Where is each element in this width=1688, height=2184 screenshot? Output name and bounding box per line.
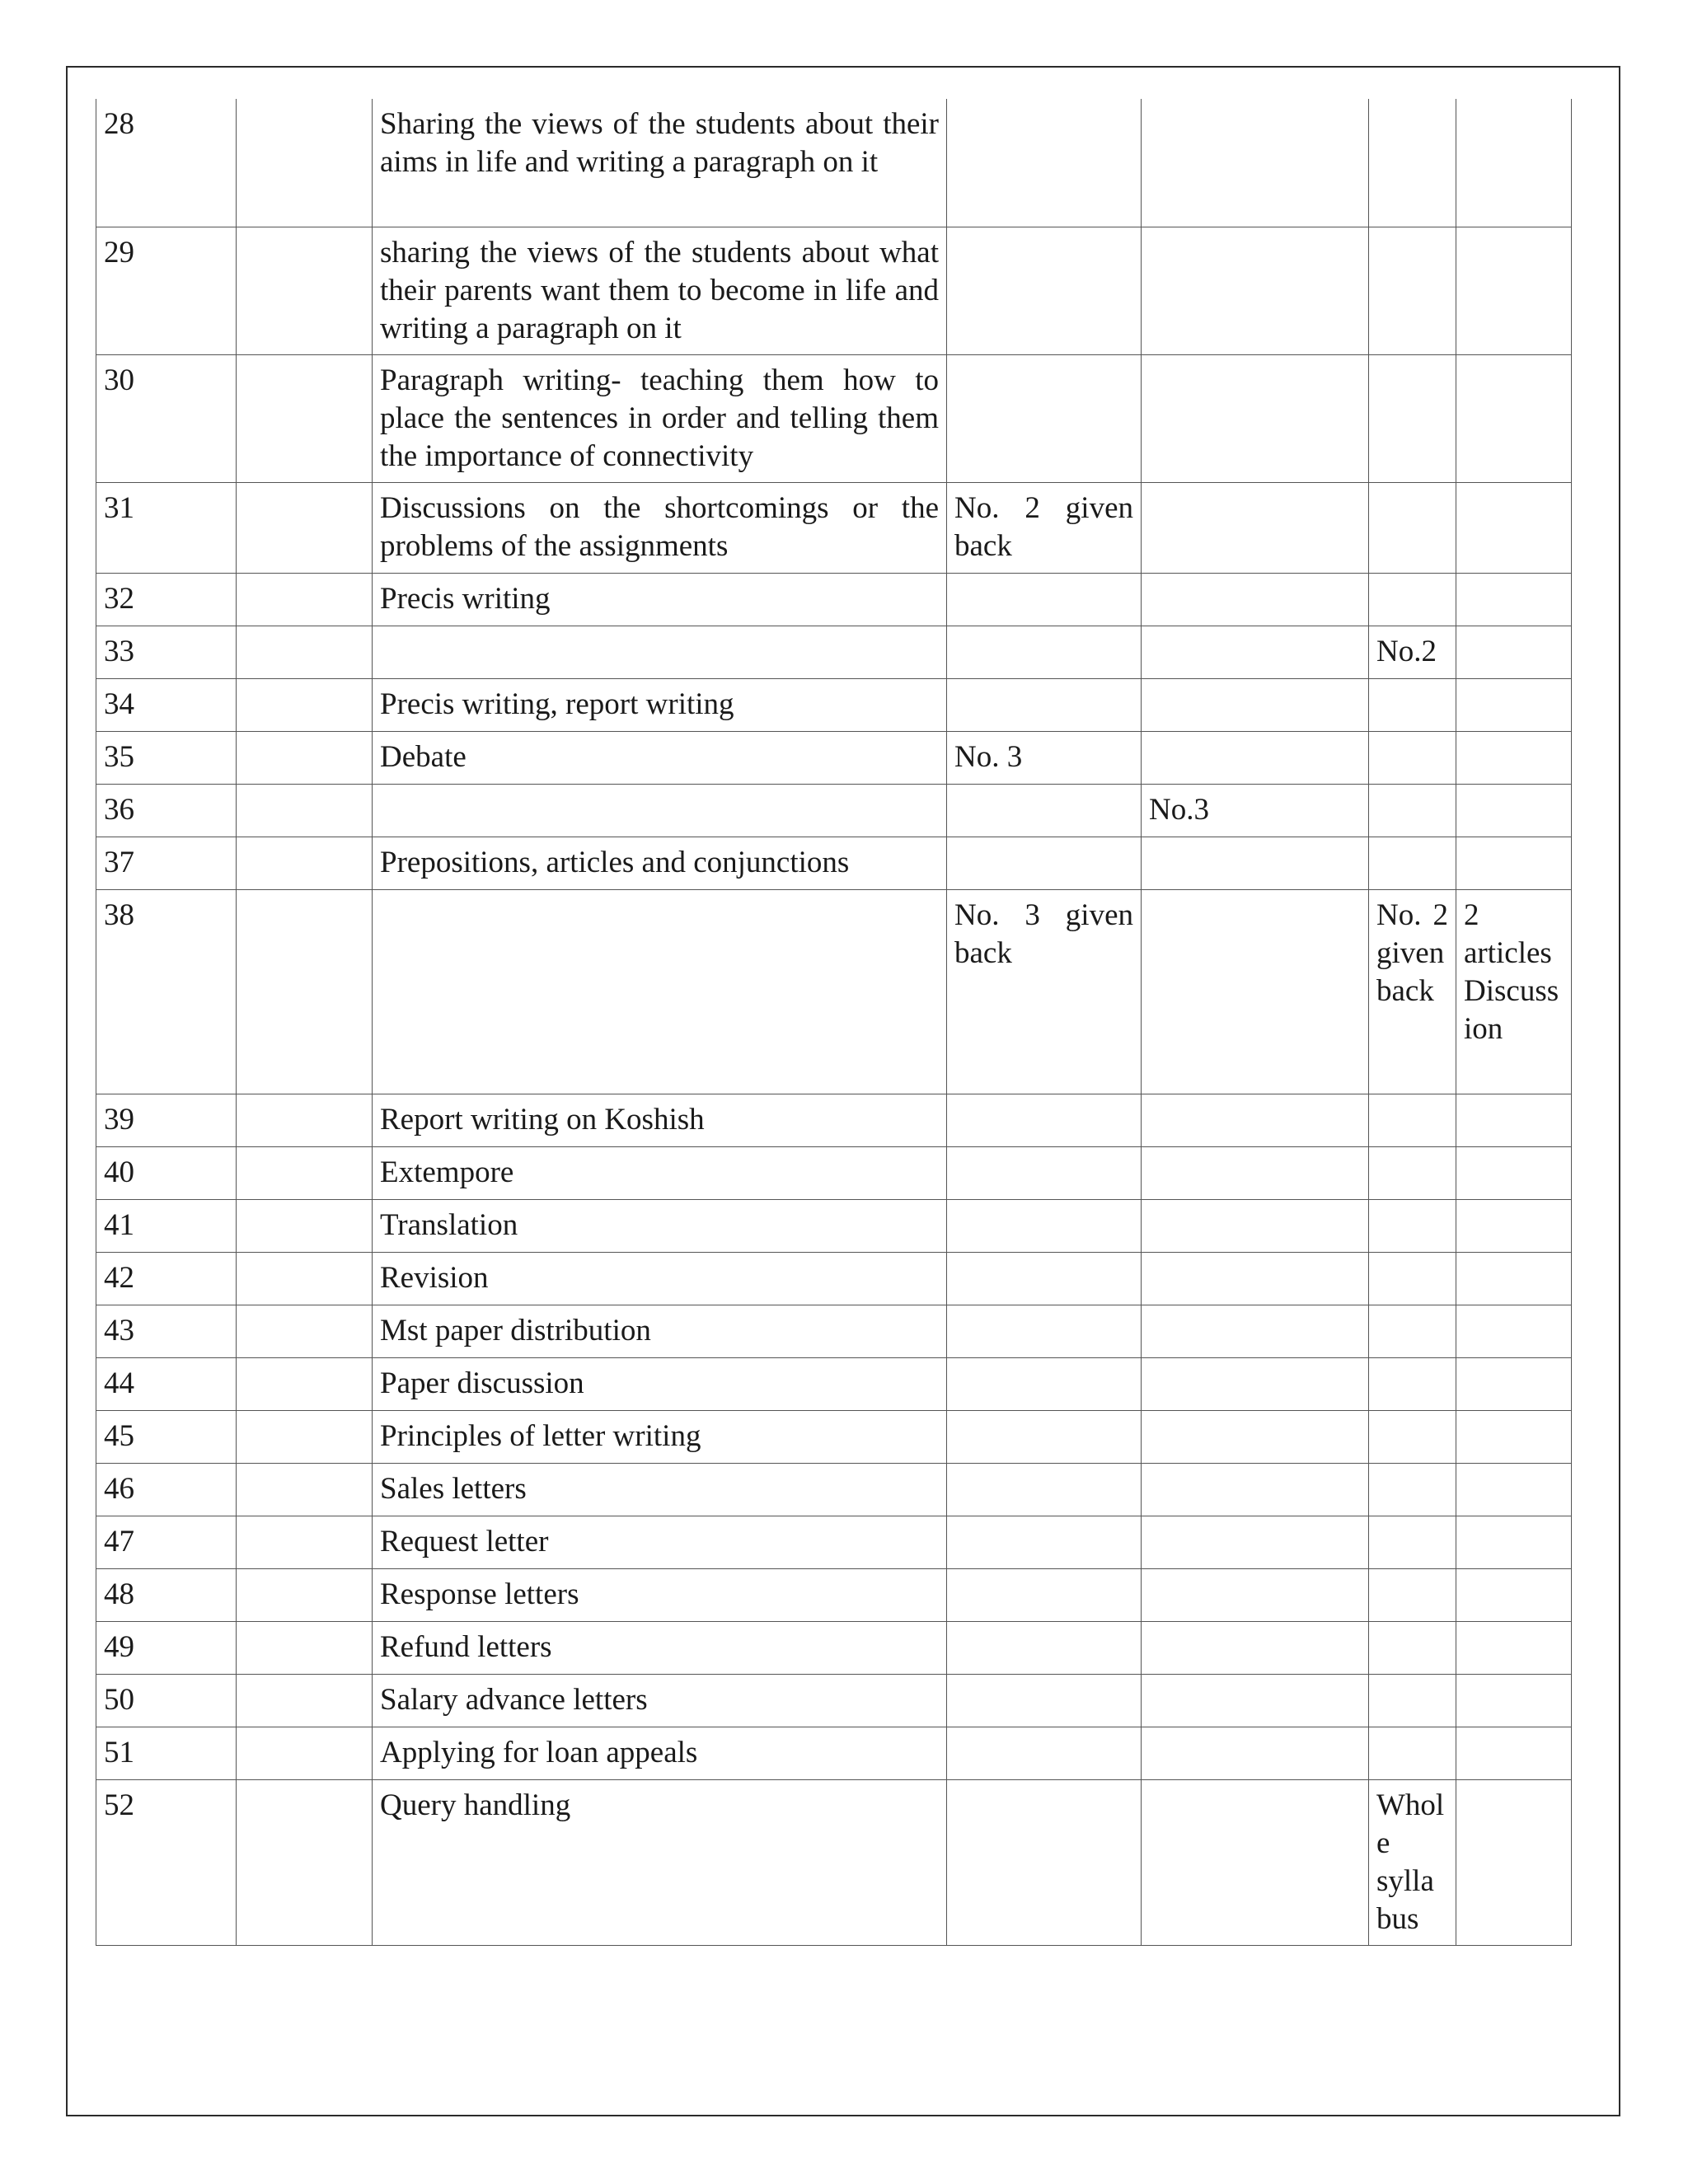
table-row <box>96 1357 1572 1410</box>
remarks-cell: No. 2 given back <box>1369 889 1456 1094</box>
test-cell <box>1142 678 1369 731</box>
assignment-cell <box>947 1094 1142 1146</box>
remarks-cell <box>1369 1199 1456 1252</box>
test-cell <box>1142 626 1369 678</box>
topic-cell: Precis writing, report writing <box>373 678 947 731</box>
date-cell <box>237 482 373 573</box>
remarks-cell <box>1369 1516 1456 1568</box>
date-cell <box>237 1410 373 1463</box>
remarks-cell <box>1369 482 1456 573</box>
date-cell <box>237 731 373 784</box>
lecture-number-cell: 35 <box>96 731 237 784</box>
table-row <box>96 889 1572 1094</box>
date-cell <box>237 784 373 837</box>
date-cell <box>237 1568 373 1621</box>
assignment-cell <box>947 784 1142 837</box>
date-cell <box>237 1252 373 1305</box>
table-row <box>96 1727 1572 1779</box>
assignment-cell <box>947 1674 1142 1727</box>
table-row <box>96 1621 1572 1674</box>
extra-cell <box>1456 1305 1572 1357</box>
date-cell <box>237 1146 373 1199</box>
test-cell <box>1142 1621 1369 1674</box>
lecture-number-cell: 32 <box>96 573 237 626</box>
extra-cell <box>1456 1252 1572 1305</box>
extra-cell <box>1456 678 1572 731</box>
lecture-number-cell: 45 <box>96 1410 237 1463</box>
extra-cell <box>1456 1410 1572 1463</box>
remarks-cell <box>1369 1094 1456 1146</box>
topic-cell: Response letters <box>373 1568 947 1621</box>
test-cell <box>1142 1252 1369 1305</box>
topic-cell: Query handling <box>373 1779 947 1945</box>
lecture-number-cell: 43 <box>96 1305 237 1357</box>
table-row <box>96 1094 1572 1146</box>
topic-cell: sharing the views of the students about what their parents want them to become in life and writing a paragraph on it <box>373 227 947 354</box>
date-cell <box>237 1516 373 1568</box>
remarks-cell <box>1369 1252 1456 1305</box>
assignment-cell <box>947 1463 1142 1516</box>
table-row <box>96 1305 1572 1357</box>
assignment-cell <box>947 573 1142 626</box>
assignment-cell <box>947 678 1142 731</box>
topic-cell: Discussions on the shortcomings or the problems of the assignments <box>373 482 947 573</box>
test-cell <box>1142 1727 1369 1779</box>
test-cell <box>1142 354 1369 482</box>
table-row <box>96 678 1572 731</box>
remarks-cell <box>1369 1674 1456 1727</box>
date-cell <box>237 1779 373 1945</box>
remarks-cell <box>1369 1410 1456 1463</box>
table-row <box>96 1568 1572 1621</box>
topic-cell: Applying for loan appeals <box>373 1727 947 1779</box>
remarks-cell <box>1369 784 1456 837</box>
remarks-cell <box>1369 1568 1456 1621</box>
lecture-number-cell: 52 <box>96 1779 237 1945</box>
lecture-number-cell: 34 <box>96 678 237 731</box>
topic-cell <box>373 784 947 837</box>
table-row <box>96 1199 1572 1252</box>
test-cell <box>1142 1199 1369 1252</box>
assignment-cell <box>947 227 1142 354</box>
assignment-cell <box>947 1146 1142 1199</box>
extra-cell <box>1456 1146 1572 1199</box>
lecture-number-cell: 49 <box>96 1621 237 1674</box>
topic-cell: Revision <box>373 1252 947 1305</box>
remarks-cell <box>1369 1727 1456 1779</box>
test-cell <box>1142 731 1369 784</box>
lecture-number-cell: 29 <box>96 227 237 354</box>
assignment-cell: No. 3 given back <box>947 889 1142 1094</box>
date-cell <box>237 1094 373 1146</box>
extra-cell <box>1456 1568 1572 1621</box>
test-cell <box>1142 1516 1369 1568</box>
assignment-cell <box>947 1779 1142 1945</box>
lecture-number-cell: 38 <box>96 889 237 1094</box>
assignment-cell <box>947 1252 1142 1305</box>
date-cell <box>237 99 373 227</box>
remarks-cell <box>1369 1146 1456 1199</box>
remarks-cell <box>1369 99 1456 227</box>
date-cell <box>237 227 373 354</box>
test-cell <box>1142 227 1369 354</box>
lecture-number-cell: 41 <box>96 1199 237 1252</box>
topic-cell: Paragraph writing- teaching them how to place the sentences in order and telling them the importance of connectivity <box>373 354 947 482</box>
test-cell <box>1142 1779 1369 1945</box>
topic-cell: Precis writing <box>373 573 947 626</box>
remarks-cell <box>1369 1357 1456 1410</box>
assignment-cell <box>947 1357 1142 1410</box>
test-cell <box>1142 889 1369 1094</box>
lecture-number-cell: 33 <box>96 626 237 678</box>
lecture-number-cell: 51 <box>96 1727 237 1779</box>
topic-cell: Translation <box>373 1199 947 1252</box>
lecture-number-cell: 47 <box>96 1516 237 1568</box>
lecture-number-cell: 28 <box>96 99 237 227</box>
assignment-cell <box>947 354 1142 482</box>
remarks-cell <box>1369 227 1456 354</box>
test-cell <box>1142 1094 1369 1146</box>
table-row <box>96 837 1572 889</box>
topic-cell: Refund letters <box>373 1621 947 1674</box>
test-cell <box>1142 482 1369 573</box>
table-row <box>96 354 1572 482</box>
assignment-cell <box>947 99 1142 227</box>
test-cell <box>1142 1305 1369 1357</box>
lecture-number-cell: 42 <box>96 1252 237 1305</box>
date-cell <box>237 1621 373 1674</box>
remarks-cell <box>1369 1305 1456 1357</box>
table-row <box>96 1410 1572 1463</box>
table-row <box>96 1463 1572 1516</box>
assignment-cell: No. 2 given back <box>947 482 1142 573</box>
assignment-cell <box>947 626 1142 678</box>
test-cell <box>1142 1674 1369 1727</box>
test-cell: No.3 <box>1142 784 1369 837</box>
assignment-cell: No. 3 <box>947 731 1142 784</box>
topic-cell: Salary advance letters <box>373 1674 947 1727</box>
table-row <box>96 482 1572 573</box>
extra-cell <box>1456 626 1572 678</box>
topic-cell: Principles of letter writing <box>373 1410 947 1463</box>
extra-cell <box>1456 573 1572 626</box>
topic-cell: Debate <box>373 731 947 784</box>
lecture-number-cell: 30 <box>96 354 237 482</box>
extra-cell <box>1456 1094 1572 1146</box>
lecture-number-cell: 39 <box>96 1094 237 1146</box>
remarks-cell <box>1369 354 1456 482</box>
date-cell <box>237 354 373 482</box>
extra-cell <box>1456 1674 1572 1727</box>
topic-cell <box>373 889 947 1094</box>
date-cell <box>237 573 373 626</box>
remarks-cell <box>1369 1463 1456 1516</box>
lecture-number-cell: 31 <box>96 482 237 573</box>
remarks-cell: Whole syllabus <box>1369 1779 1456 1945</box>
remarks-cell <box>1369 573 1456 626</box>
test-cell <box>1142 1146 1369 1199</box>
lecture-number-cell: 46 <box>96 1463 237 1516</box>
test-cell <box>1142 573 1369 626</box>
extra-cell <box>1456 837 1572 889</box>
date-cell <box>237 1463 373 1516</box>
lesson-plan-table <box>96 99 1572 1946</box>
lecture-number-cell: 44 <box>96 1357 237 1410</box>
test-cell <box>1142 837 1369 889</box>
assignment-cell <box>947 1568 1142 1621</box>
date-cell <box>237 626 373 678</box>
table-body <box>96 99 1572 1945</box>
extra-cell <box>1456 1463 1572 1516</box>
test-cell <box>1142 1357 1369 1410</box>
extra-cell <box>1456 1621 1572 1674</box>
table-row <box>96 1252 1572 1305</box>
date-cell <box>237 1357 373 1410</box>
remarks-cell <box>1369 678 1456 731</box>
date-cell <box>237 1305 373 1357</box>
topic-cell: Paper discussion <box>373 1357 947 1410</box>
lecture-number-cell: 48 <box>96 1568 237 1621</box>
extra-cell <box>1456 482 1572 573</box>
table-row <box>96 1146 1572 1199</box>
test-cell <box>1142 99 1369 227</box>
table-row <box>96 99 1572 227</box>
extra-cell <box>1456 784 1572 837</box>
extra-cell <box>1456 227 1572 354</box>
table-row <box>96 1779 1572 1945</box>
topic-cell: Sales letters <box>373 1463 947 1516</box>
date-cell <box>237 1199 373 1252</box>
extra-cell <box>1456 731 1572 784</box>
topic-cell: Prepositions, articles and conjunctions <box>373 837 947 889</box>
extra-cell <box>1456 1516 1572 1568</box>
assignment-cell <box>947 837 1142 889</box>
extra-cell <box>1456 1779 1572 1945</box>
table-row <box>96 784 1572 837</box>
remarks-cell: No.2 <box>1369 626 1456 678</box>
test-cell <box>1142 1568 1369 1621</box>
extra-cell: 2 articles Discussion <box>1456 889 1572 1094</box>
lecture-number-cell: 40 <box>96 1146 237 1199</box>
date-cell <box>237 1674 373 1727</box>
table-row <box>96 227 1572 354</box>
table-row <box>96 731 1572 784</box>
lecture-number-cell: 37 <box>96 837 237 889</box>
table-row <box>96 626 1572 678</box>
topic-cell: Request letter <box>373 1516 947 1568</box>
table-row <box>96 1674 1572 1727</box>
topic-cell <box>373 626 947 678</box>
assignment-cell <box>947 1621 1142 1674</box>
assignment-cell <box>947 1410 1142 1463</box>
topic-cell: Extempore <box>373 1146 947 1199</box>
extra-cell <box>1456 1357 1572 1410</box>
assignment-cell <box>947 1199 1142 1252</box>
date-cell <box>237 678 373 731</box>
date-cell <box>237 837 373 889</box>
remarks-cell <box>1369 1621 1456 1674</box>
table-row <box>96 573 1572 626</box>
assignment-cell <box>947 1727 1142 1779</box>
extra-cell <box>1456 1727 1572 1779</box>
date-cell <box>237 889 373 1094</box>
test-cell <box>1142 1410 1369 1463</box>
extra-cell <box>1456 99 1572 227</box>
lecture-number-cell: 36 <box>96 784 237 837</box>
topic-cell: Mst paper distribution <box>373 1305 947 1357</box>
date-cell <box>237 1727 373 1779</box>
assignment-cell <box>947 1305 1142 1357</box>
extra-cell <box>1456 354 1572 482</box>
test-cell <box>1142 1463 1369 1516</box>
assignment-cell <box>947 1516 1142 1568</box>
remarks-cell <box>1369 731 1456 784</box>
topic-cell: Sharing the views of the students about their aims in life and writing a paragraph on it <box>373 99 947 227</box>
table-row <box>96 1516 1572 1568</box>
topic-cell: Report writing on Koshish <box>373 1094 947 1146</box>
remarks-cell <box>1369 837 1456 889</box>
lecture-number-cell: 50 <box>96 1674 237 1727</box>
extra-cell <box>1456 1199 1572 1252</box>
